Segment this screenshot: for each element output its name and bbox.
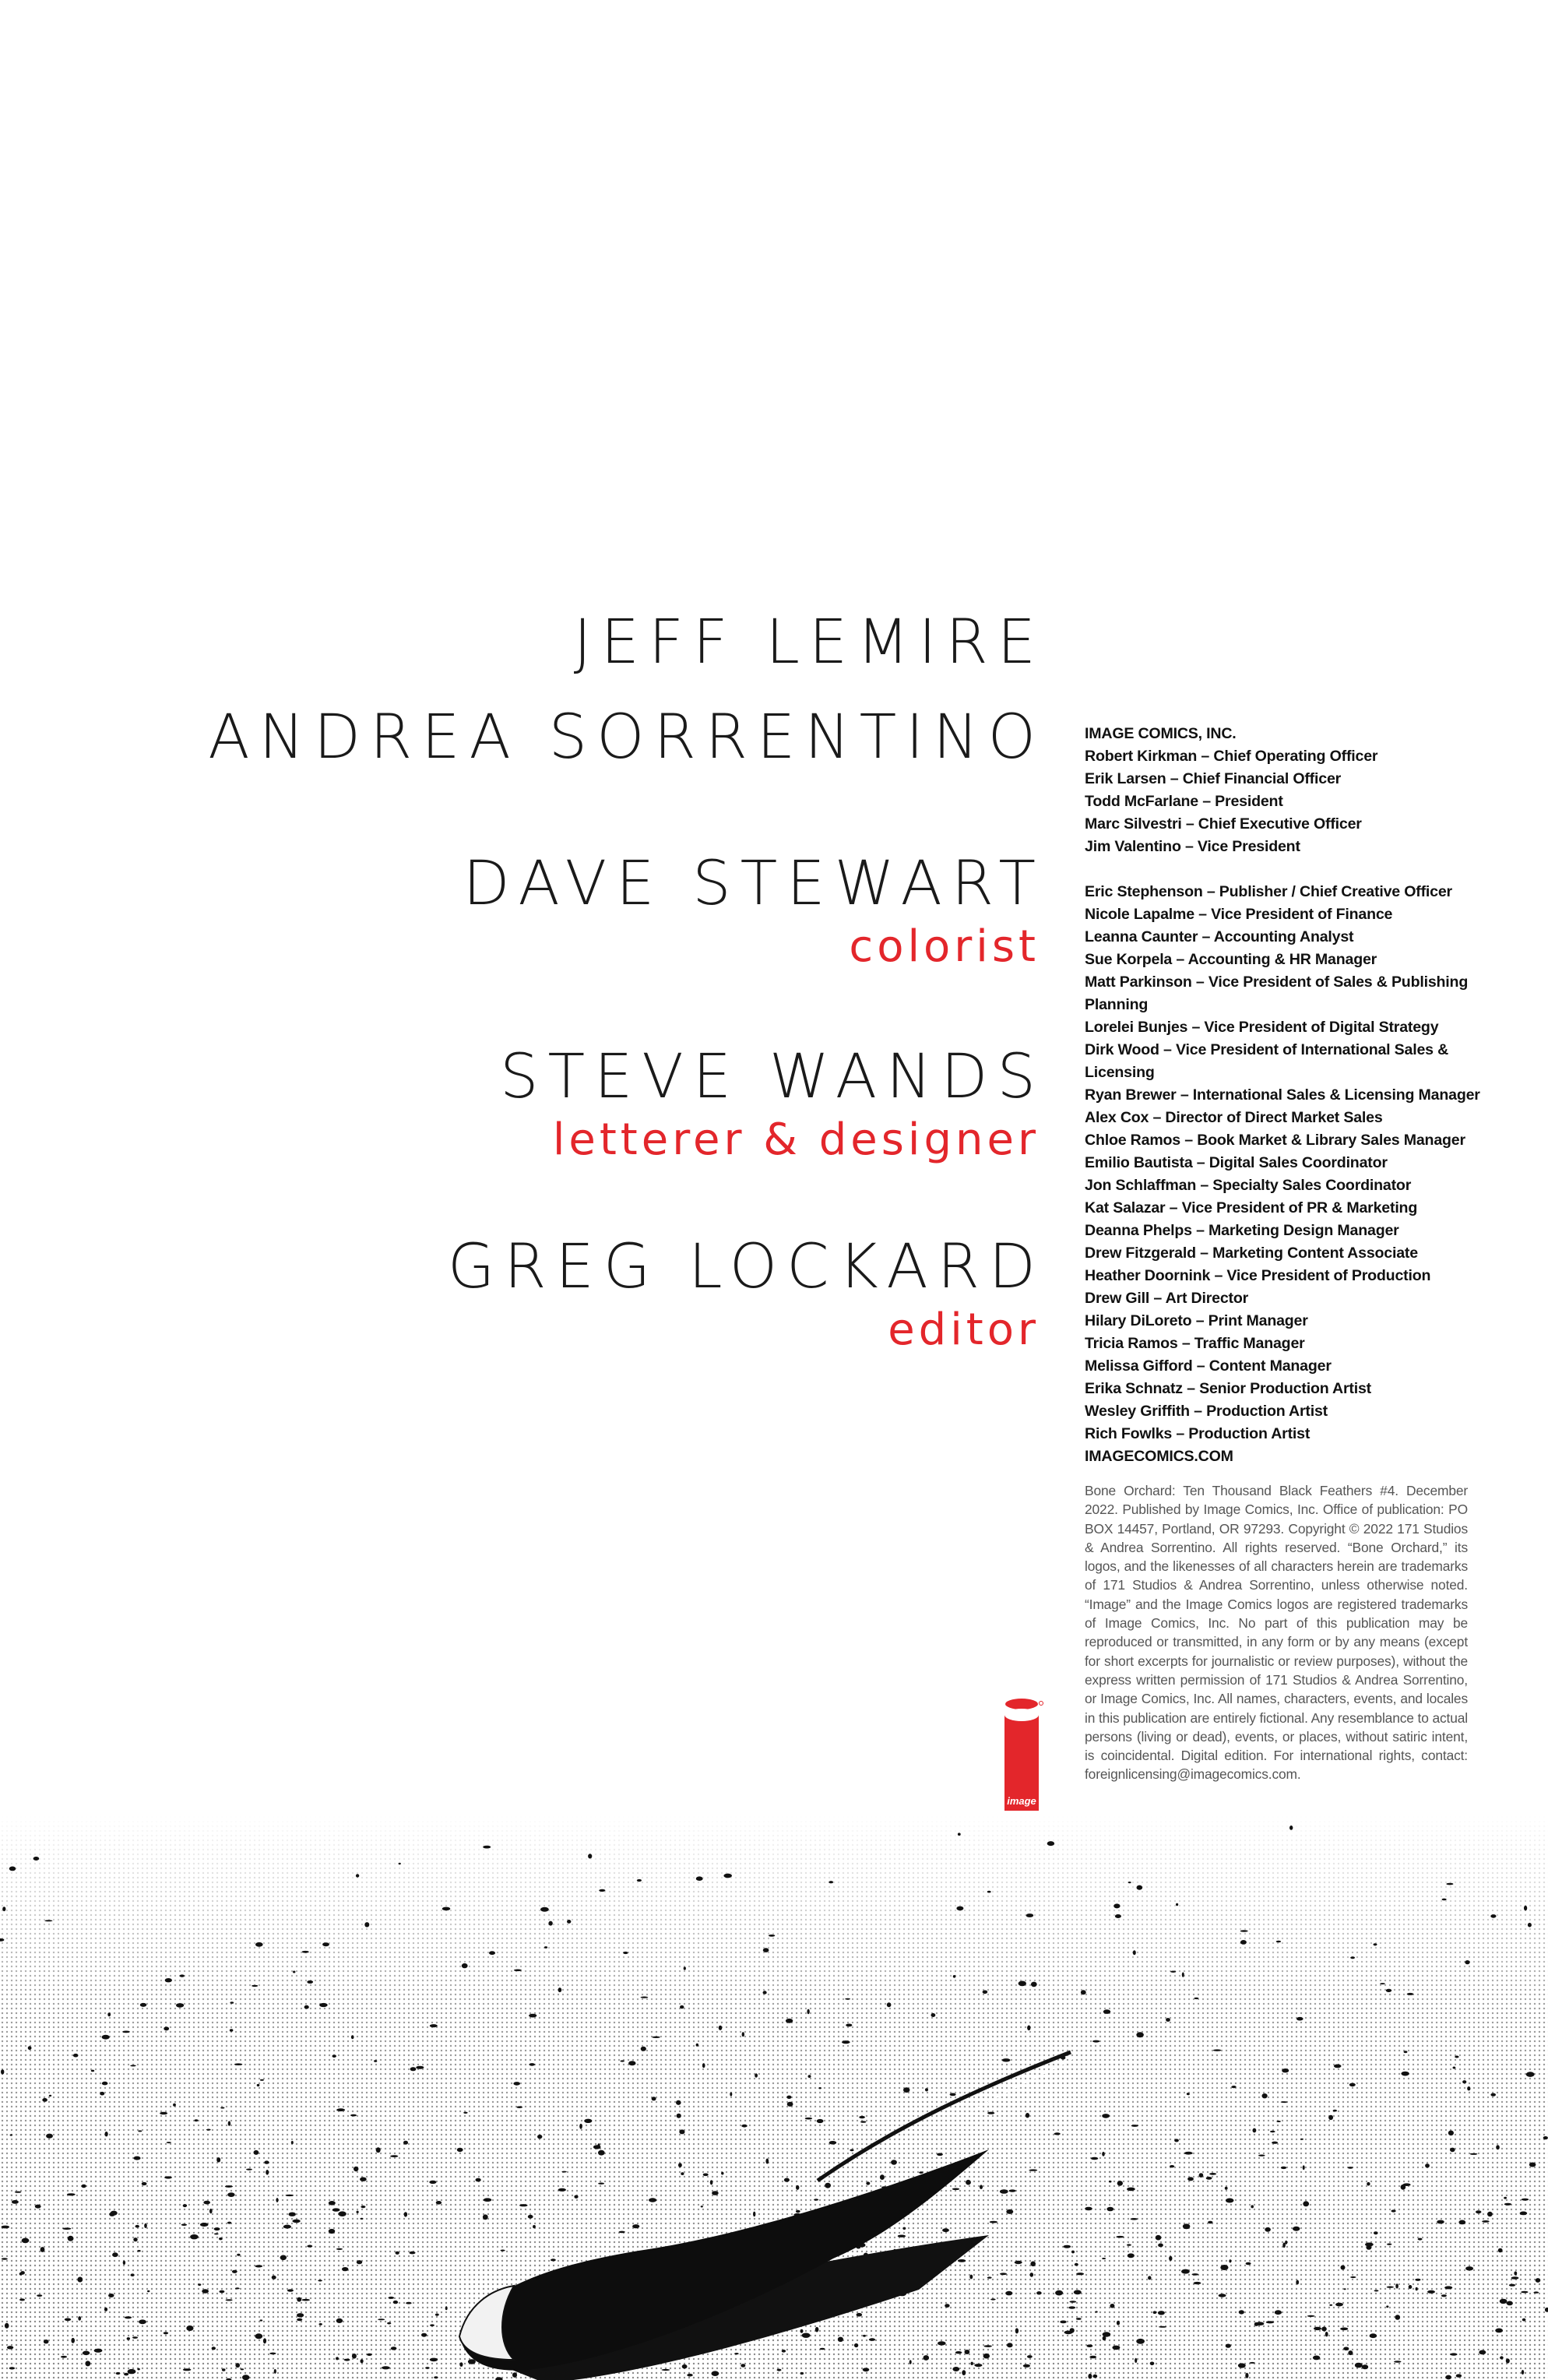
staff-entry: Sue Korpela – Accounting & HR Manager (1085, 951, 1377, 968)
staff-entry: Eric Stephenson – Publisher / Chief Creative Officer (1085, 883, 1452, 900)
staff-entry: Alex Cox – Director of Direct Market Sales (1085, 1109, 1383, 1126)
credit-role: editor (888, 1304, 1040, 1355)
publisher-staff-list (1085, 723, 1505, 1468)
staff-entry: Drew Fitzgerald – Marketing Content Associate (1085, 1245, 1418, 1262)
staff-entry: Melissa Gifford – Content Manager (1085, 1357, 1332, 1375)
staff-entry: Jon Schlaffman – Specialty Sales Coordinator (1085, 1177, 1412, 1194)
credit-name: STEVE WANDS (499, 1042, 1045, 1112)
company-name: IMAGE COMICS, INC. (1085, 725, 1237, 742)
staff-entry: Wesley Griffith – Production Artist (1085, 1403, 1328, 1420)
credit-name: DAVE STEWART (463, 849, 1045, 919)
staff-entry: Todd McFarlane – President (1085, 793, 1283, 810)
credit-role: colorist (849, 921, 1040, 972)
staff-entry: Hilary DiLoreto – Print Manager (1085, 1312, 1308, 1329)
credit-colorist (101, 849, 1045, 972)
staff-entry: Deanna Phelps – Marketing Design Manager (1085, 1222, 1399, 1239)
staff-entry: Dirk Wood – Vice President of International Sales & Licensing (1085, 1041, 1449, 1081)
staff-entry: Rich Fowlks – Production Artist (1085, 1425, 1311, 1442)
credit-role: letterer & designer (552, 1114, 1040, 1165)
credit-editor (101, 1232, 1045, 1355)
website-link[interactable]: IMAGECOMICS.COM (1085, 1448, 1233, 1465)
credit-writer (101, 607, 1045, 678)
credits-block (101, 598, 1045, 1355)
legal-notice: Bone Orchard: Ten Thousand Black Feathers #4. December 2022. Published by Image Comics, Inc. Office of publication: PO BOX 14457, Portland, OR 97293. Copyright © 2022 171 Studios & Andrea Sorrentino. All rights reserved. “Bone Orchard,” its logos, and the likenesses of all characters herein are trademarks of 171 Studios & Andrea Sorrentino, unless otherwise noted. “Image” and the Image Comics logos are registered trademarks of Image Comics, Inc. No part of this publication may be reproduced or transmitted, in any form or by any means (except for short excerpts for journalistic or review purposes), without the express written permission of 171 Studios & Andrea Sorrentino, or Image Comics, Inc. All names, characters, events, and locales in this publication are entirely fictional. Any resemblance to actual persons (living or dead), events, or places, without satiric intent, is coincidental. Digital edition. For international rights, contact: foreignlicensing@imagecomics.com. (1085, 1483, 1468, 1783)
staff-entry: Nicole Lapalme – Vice President of Finance (1085, 906, 1393, 923)
credit-name: GREG LOCKARD (447, 1232, 1045, 1302)
staff-entry: Chloe Ramos – Book Market & Library Sales Manager (1085, 1132, 1465, 1149)
staff-entry: Heather Doornink – Vice President of Production (1085, 1267, 1431, 1284)
staff-entry: Jim Valentino – Vice President (1085, 838, 1300, 855)
staff-entry: Robert Kirkman – Chief Operating Officer (1085, 748, 1378, 765)
staff-entry: Leanna Caunter – Accounting Analyst (1085, 928, 1354, 945)
image-comics-logo (1002, 1695, 1044, 1811)
black-feather-illustration (0, 1815, 1548, 2380)
staff-entry: Lorelei Bunjes – Vice President of Digital Strategy (1085, 1019, 1439, 1036)
credit-name: ANDREA SORRENTINO (208, 702, 1045, 773)
credit-name: JEFF LEMIRE (573, 607, 1045, 678)
logo-text: image (1007, 1795, 1036, 1807)
staff-entry: Drew Gill – Art Director (1085, 1290, 1249, 1307)
staff-entry: Matt Parkinson – Vice President of Sales & Publishing Planning (1085, 973, 1469, 1013)
staff-list (1085, 881, 1505, 1445)
staff-entry: Ryan Brewer – International Sales & Licensing Manager (1085, 1086, 1480, 1104)
credit-letterer (101, 1042, 1045, 1165)
credit-artist (101, 702, 1045, 773)
executive-list (1085, 745, 1505, 858)
staff-entry: Marc Silvestri – Chief Executive Officer (1085, 815, 1362, 833)
staff-entry: Emilio Bautista – Digital Sales Coordinator (1085, 1154, 1388, 1171)
staff-entry: Tricia Ramos – Traffic Manager (1085, 1335, 1305, 1352)
staff-entry: Erika Schnatz – Senior Production Artist (1085, 1380, 1371, 1397)
staff-entry: Kat Salazar – Vice President of PR & Marketing (1085, 1199, 1418, 1216)
staff-entry: Erik Larsen – Chief Financial Officer (1085, 770, 1342, 787)
